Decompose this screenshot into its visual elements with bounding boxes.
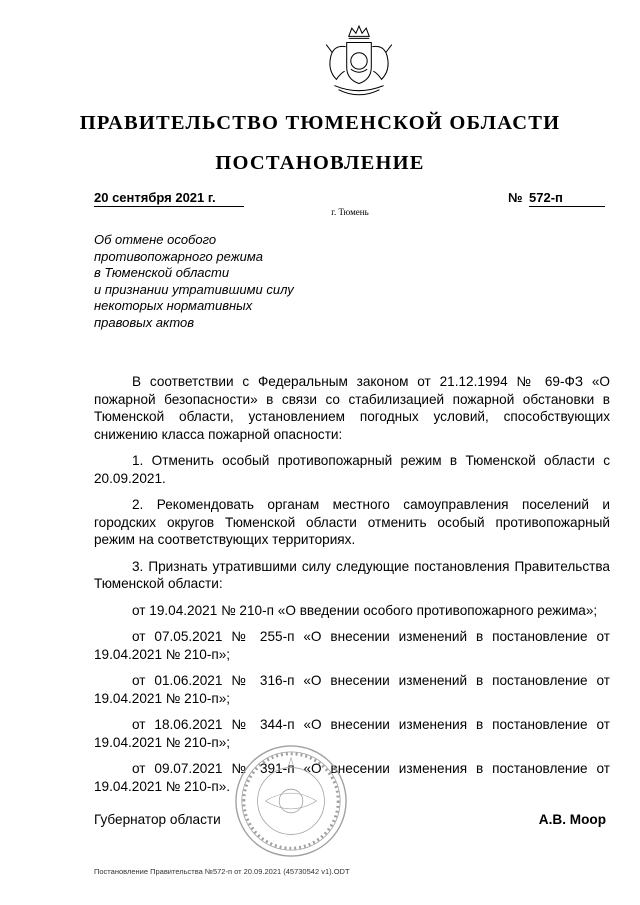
city: г. Тюмень bbox=[331, 207, 369, 217]
signer-role: Губернатор области bbox=[94, 812, 221, 827]
document-number: 572-п bbox=[529, 190, 605, 207]
paragraph-item-2: 2. Рекомендовать органам местного самоуправления поселений и городских округов Тюменской области отменить особый противопожарный режим на соответствующих территориях. bbox=[94, 497, 610, 547]
repealed-act: от 19.04.2021 № 210-п «О введении особого противопожарного режима»; bbox=[132, 602, 598, 618]
paragraph-item-3: 3. Признать утратившими силу следующие постановления Правительства Тюменской области: bbox=[94, 558, 610, 591]
signer-name: А.В. Моор bbox=[538, 812, 606, 827]
paragraph-item-1: 1. Отменить особый противопожарный режим в Тюменской области с 20.09.2021. bbox=[94, 453, 610, 486]
official-seal-icon bbox=[232, 742, 350, 860]
repealed-act: от 18.06.2021 № 344-п «О внесении изменения в постановление от 19.04.2021 № 210-п»; bbox=[94, 717, 610, 750]
title-line: некоторых нормативных bbox=[94, 298, 253, 313]
title-line: Об отмене особого bbox=[94, 232, 217, 247]
document-title bbox=[94, 232, 374, 331]
coat-of-arms-icon bbox=[318, 22, 400, 104]
repealed-act: от 01.06.2021 № 316-п «О внесении изменений в постановление от 19.04.2021 № 210-п»; bbox=[94, 673, 610, 706]
number-label: № bbox=[508, 190, 523, 205]
repealed-act: от 07.05.2021 № 255-п «О внесении изменений в постановление от 19.04.2021 № 210-п»; bbox=[94, 629, 610, 662]
paragraph-preamble: В соответствии с Федеральным законом от 21.12.1994 № 69-ФЗ «О пожарной безопасности» в связи со стабилизацией пожарной обстановки в Тюменской области, установлением погодных условий, способствующих снижению класса пожарной опасности: bbox=[94, 374, 610, 442]
repealed-act: от 09.07.2021 № 391-п «О внесении изменения в постановление от 19.04.2021 № 210-п». bbox=[94, 761, 610, 794]
title-line: противопожарного режима bbox=[94, 248, 264, 264]
title-line: в Тюменской области bbox=[94, 265, 230, 280]
organization-name: ПРАВИТЕЛЬСТВО ТЮМЕНСКОЙ ОБЛАСТИ bbox=[79, 112, 561, 134]
document-footer: Постановление Правительства №572-п от 20.09.2021 (45730542 v1).ODT bbox=[94, 867, 350, 876]
document-type: ПОСТАНОВЛЕНИЕ bbox=[215, 152, 425, 174]
title-line: и признании утратившими силу bbox=[94, 281, 294, 297]
document-date: 20 сентября 2021 г. bbox=[94, 190, 244, 207]
document-body bbox=[94, 373, 610, 795]
title-line: правовых актов bbox=[94, 314, 195, 330]
